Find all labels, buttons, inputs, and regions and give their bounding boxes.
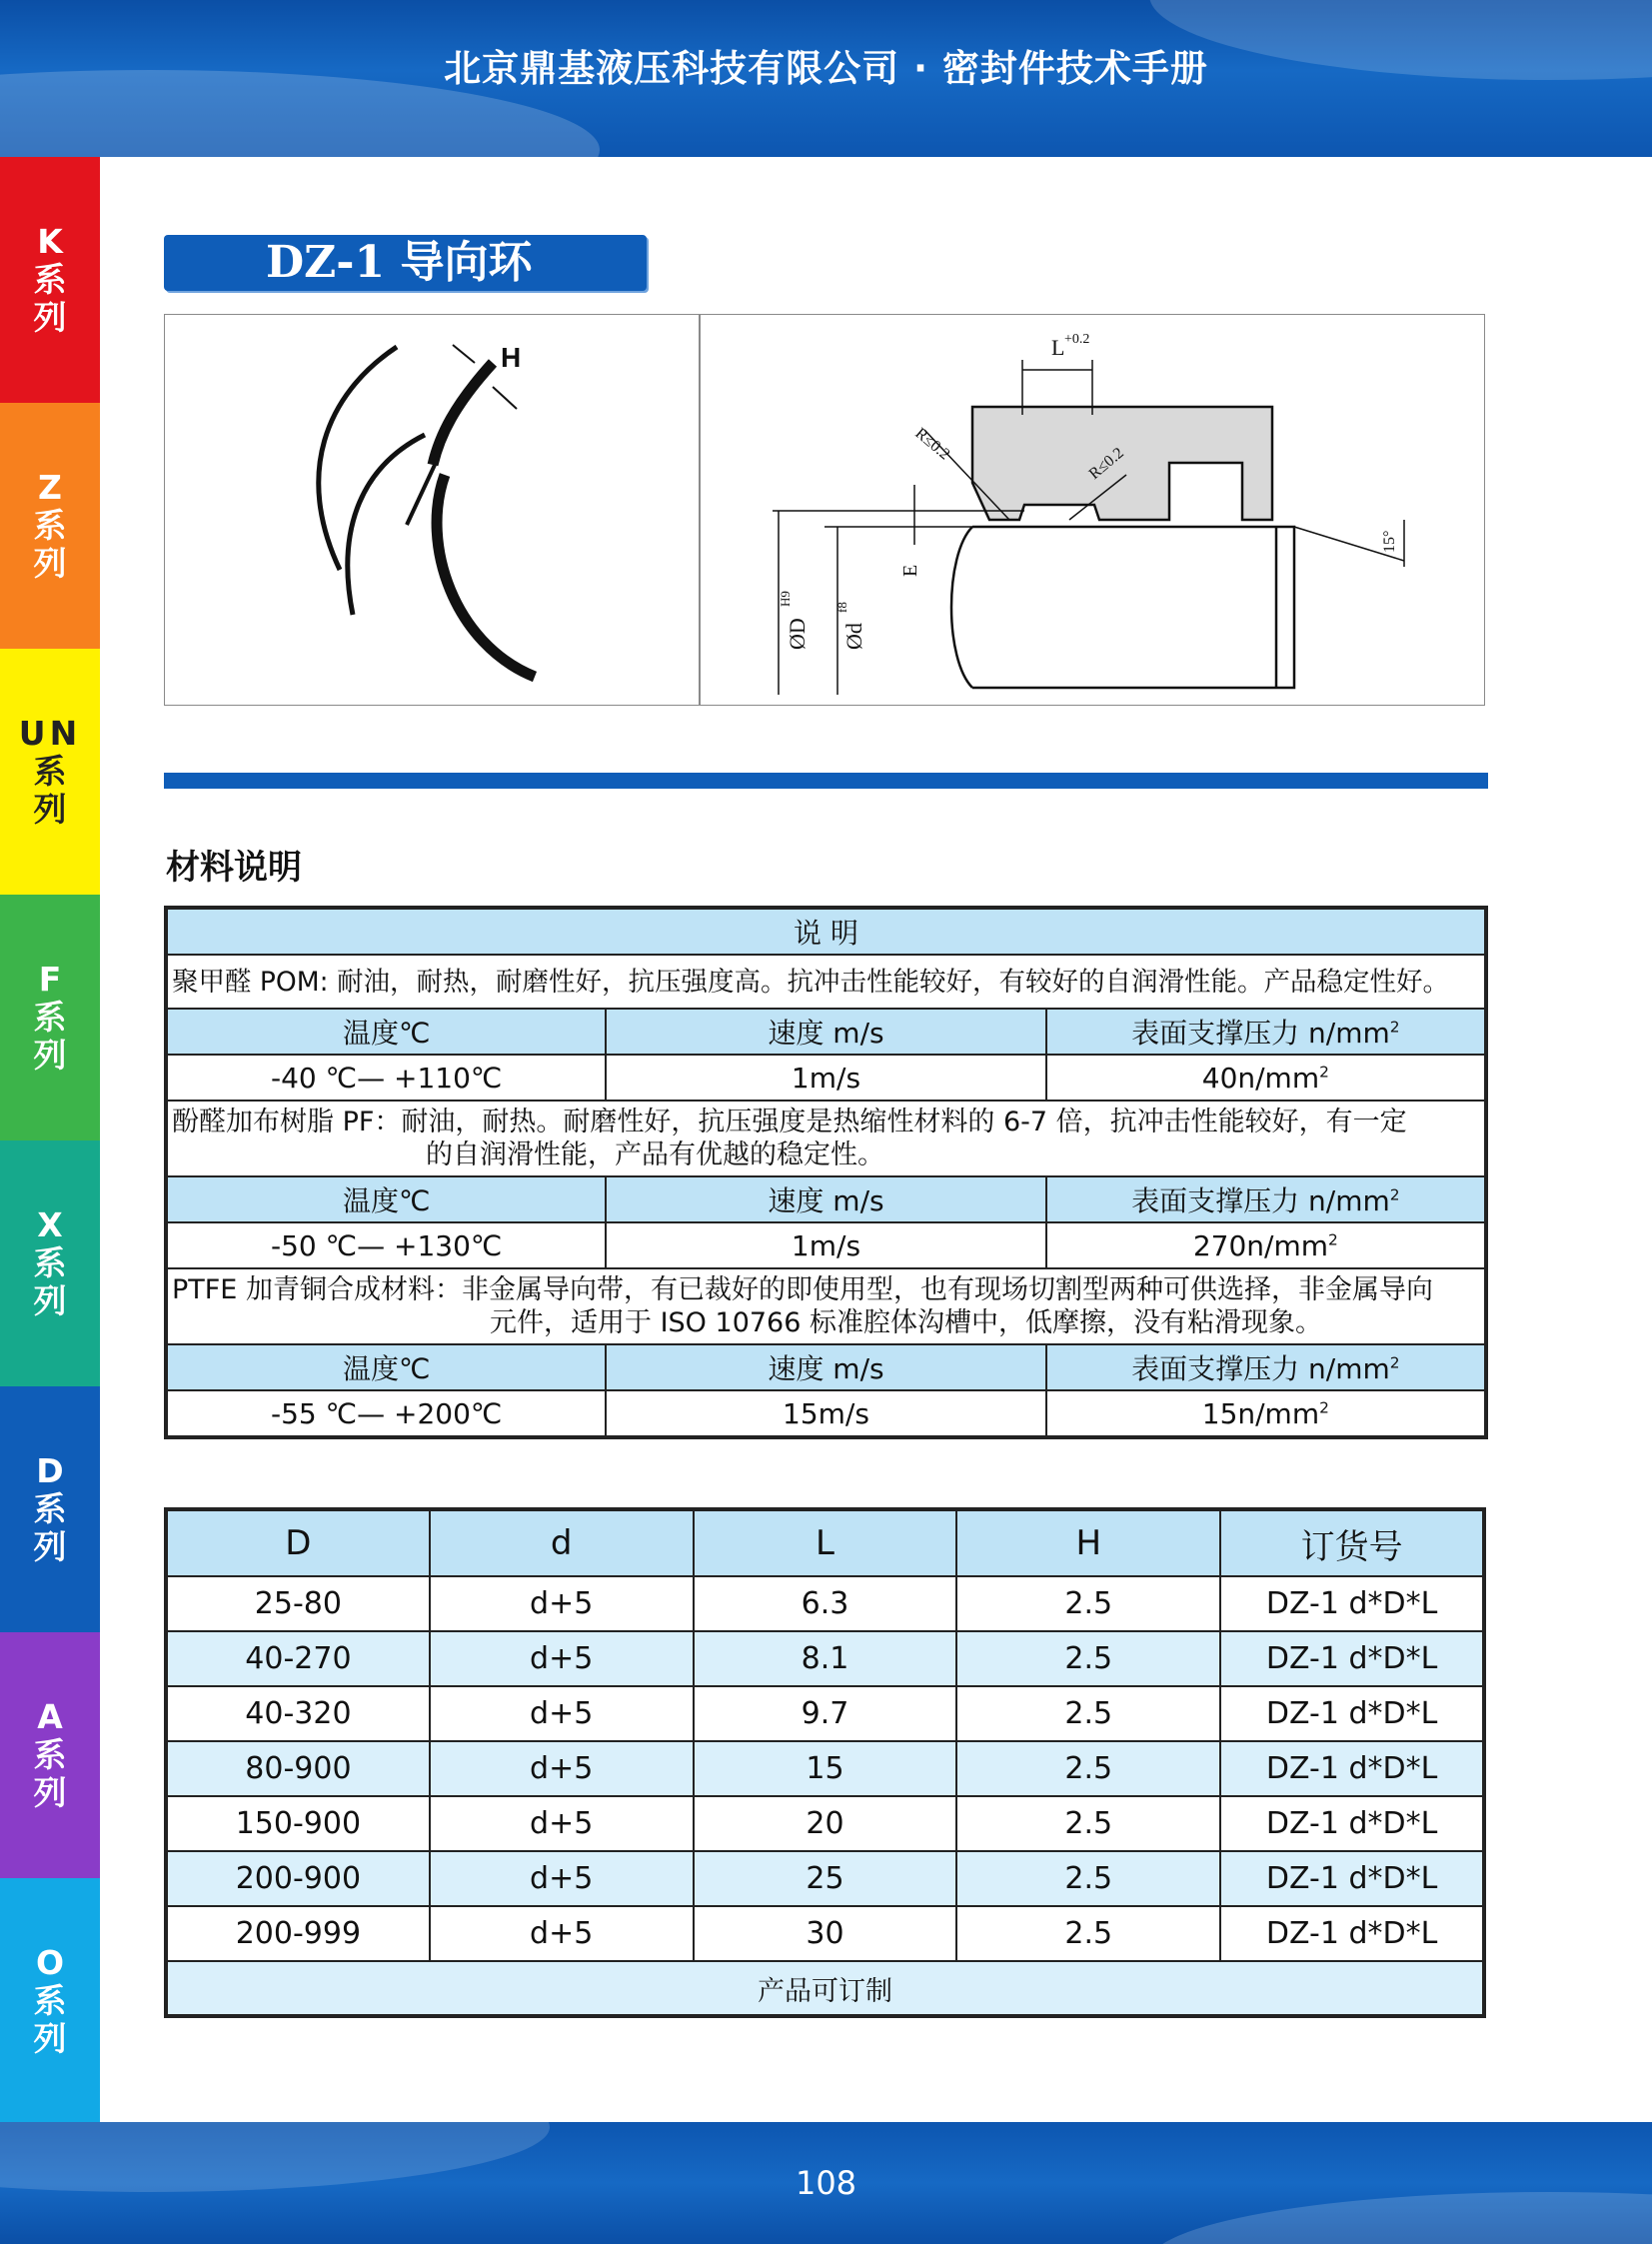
cell-H: 2.5 [956,1796,1220,1851]
cell-D: 200-900 [166,1851,430,1906]
cell-L: 25 [694,1851,957,1906]
technical-drawing [164,314,1485,706]
col-pressure-label: 表面支撑压力 n/mm [1131,1017,1390,1050]
cell-order-no: DZ-1 d*D*L [1220,1906,1484,1961]
side-tab-label: 列 [33,1527,67,1566]
col-pressure [1046,1344,1486,1390]
side-tab-d-series[interactable] [0,1386,100,1632]
material-description [166,1268,1486,1344]
side-tabs [0,157,100,2122]
housing-block [972,407,1272,520]
label-l-tol: +0.2 [1064,332,1090,347]
side-tab-label: 列 [33,544,67,583]
label-l: L [1051,335,1065,360]
cell-d: d+5 [430,1576,694,1631]
label-d-inner-tol: f8 [834,602,849,613]
side-tab-k-series[interactable] [0,157,100,403]
side-tab-label: 系 [33,1981,67,2020]
table-row [166,1222,1486,1268]
cell-L: 6.3 [694,1576,957,1631]
table-row [166,1851,1484,1906]
cell-order-no: DZ-1 d*D*L [1220,1851,1484,1906]
label-d-outer-tol: H9 [778,591,793,607]
cell-d: d+5 [430,1796,694,1851]
header-band [0,0,1652,157]
description-line: 酚醛加布树脂 PF：耐油，耐热。耐磨性好，抗压强度是热缩性材料的 6-7 倍，抗冲击性能较好，有一定 [172,1107,1407,1137]
cell-H: 2.5 [956,1686,1220,1741]
table-row [166,1631,1484,1686]
side-tab-a-series[interactable] [0,1632,100,1878]
material-description [166,1101,1486,1176]
superscript: 2 [1389,1018,1400,1037]
label-r-left: R≤0.2 [911,425,953,464]
side-tab-un-series[interactable] [0,649,100,895]
table-row [166,1055,1486,1101]
side-tab-label: 列 [33,2019,67,2058]
col-pressure-label: 表面支撑压力 n/mm [1131,1352,1390,1385]
description-line: 聚甲醛 POM: 耐油，耐热，耐磨性好，抗压强度高。抗冲击性能较好，有较好的自润滑性能。产品稳定性好。 [172,966,1449,998]
side-tab-x-series[interactable] [0,1140,100,1386]
label-angle: 15° [1381,530,1398,553]
ring-arc-outer-bottom [348,435,425,615]
side-tab-label: 系 [33,998,67,1037]
side-tab-z-series[interactable] [0,403,100,649]
superscript: 2 [1389,1185,1400,1204]
cell-order-no: DZ-1 d*D*L [1220,1576,1484,1631]
superscript: 2 [1319,1398,1329,1417]
superscript: 2 [1328,1230,1338,1249]
col-temp: 温度℃ [166,1344,606,1390]
col-pressure [1046,1176,1486,1222]
side-tab-label: 列 [33,1773,67,1812]
cell-d: d+5 [430,1906,694,1961]
col-speed: 速度 m/s [606,1009,1045,1055]
rod-end-curve [951,527,972,688]
temp-value: -50 ℃— +130℃ [166,1222,606,1268]
col-speed: 速度 m/s [606,1176,1045,1222]
side-tab-code: UN [18,714,82,753]
table-row [166,1268,1486,1344]
cell-L: 15 [694,1741,957,1796]
side-tab-label: 系 [33,1735,67,1774]
side-tab-label: 列 [33,298,67,337]
col-pressure-label: 表面支撑压力 n/mm [1131,1184,1390,1217]
cell-D: 25-80 [166,1576,430,1631]
table-row [166,1390,1486,1437]
side-tab-code: O [35,1943,65,1982]
cell-H: 2.5 [956,1851,1220,1906]
pressure-value [1046,1390,1486,1437]
table-row [166,1906,1484,1961]
rod-body [972,527,1294,688]
drawing-svg [165,315,1486,707]
table-row [166,1344,1486,1390]
cell-order-no: DZ-1 d*D*L [1220,1796,1484,1851]
col-pressure [1046,1009,1486,1055]
materials-table [164,906,1488,1439]
table-row [166,1101,1486,1176]
side-tab-label: 系 [33,1489,67,1528]
table-header-row [166,1509,1484,1576]
ring-cut-line [407,465,435,525]
pressure-value-text: 15n/mm [1201,1396,1320,1430]
material-description [166,955,1486,1009]
side-tab-code: F [38,960,62,999]
label-d-outer: ØD [785,618,810,650]
side-tab-label: 列 [33,1036,67,1075]
temp-value: -55 ℃— +200℃ [166,1390,606,1437]
cell-H: 2.5 [956,1631,1220,1686]
cell-L: 8.1 [694,1631,957,1686]
table-row [166,1686,1484,1741]
ring-band-top [433,363,493,465]
header-title: 北京鼎基液压科技有限公司 · 密封件技术手册 [444,47,1208,90]
pressure-value [1046,1055,1486,1101]
table-row [166,1576,1484,1631]
cell-H: 2.5 [956,1741,1220,1796]
col-header-H: H [956,1509,1220,1576]
table-row [166,1741,1484,1796]
table-row [166,908,1486,955]
pressure-value [1046,1222,1486,1268]
cell-d: d+5 [430,1741,694,1796]
cell-D: 40-270 [166,1631,430,1686]
side-tab-f-series[interactable] [0,895,100,1140]
side-tab-label: 系 [33,752,67,791]
side-tab-code: K [37,222,63,261]
side-tab-o-series[interactable] [0,1878,100,2124]
side-tab-code: X [37,1205,63,1244]
ring-band-bottom [437,475,535,677]
cell-H: 2.5 [956,1576,1220,1631]
label-d-inner: Ød [841,623,866,650]
materials-header: 说 明 [166,908,1486,955]
label-h: H [501,342,522,373]
table-row [166,1796,1484,1851]
description-line: 的自润滑性能，产品有优越的稳定性。 [426,1139,884,1170]
cell-D: 150-900 [166,1796,430,1851]
cell-L: 9.7 [694,1686,957,1741]
col-header-d: d [430,1509,694,1576]
pressure-value-text: 40n/mm [1201,1061,1320,1095]
footer-band [0,2122,1652,2244]
table-row [166,955,1486,1009]
table-row [166,1176,1486,1222]
side-tab-label: 系 [33,1243,67,1282]
description-line: PTFE 加青铜合成材料：非金属导向带，有已裁好的即使用型，也有现场切割型两种可供选择，非金属导向 [172,1274,1433,1305]
superscript: 2 [1389,1353,1400,1372]
customizable-note: 产品可订制 [166,1961,1484,2016]
cell-d: d+5 [430,1851,694,1906]
speed-value: 15m/s [606,1390,1045,1437]
cell-H: 2.5 [956,1906,1220,1961]
col-temp: 温度℃ [166,1009,606,1055]
h-arrow-lower [493,387,517,409]
col-header-L: L [694,1509,957,1576]
temp-value: -40 ℃— +110℃ [166,1055,606,1101]
col-header-D: D [166,1509,430,1576]
side-tab-label: 系 [33,260,67,299]
table-footer-row [166,1961,1484,2016]
side-tab-label: 列 [33,1281,67,1320]
col-speed: 速度 m/s [606,1344,1045,1390]
cell-D: 80-900 [166,1741,430,1796]
cell-D: 200-999 [166,1906,430,1961]
side-tab-code: Z [38,468,62,507]
cell-order-no: DZ-1 d*D*L [1220,1631,1484,1686]
speed-value: 1m/s [606,1055,1045,1101]
page-number: 108 [795,2164,857,2202]
label-r-right: R≤0.2 [1085,444,1127,484]
pressure-value-text: 270n/mm [1192,1228,1329,1262]
cell-d: d+5 [430,1686,694,1741]
table-row [166,1009,1486,1055]
side-tab-code: D [36,1451,64,1490]
h-arrow-upper [453,345,475,363]
cell-L: 20 [694,1796,957,1851]
side-tab-label: 系 [33,506,67,545]
speed-value: 1m/s [606,1222,1045,1268]
cell-L: 30 [694,1906,957,1961]
section-divider [164,773,1488,789]
col-temp: 温度℃ [166,1176,606,1222]
cell-order-no: DZ-1 d*D*L [1220,1741,1484,1796]
cell-order-no: DZ-1 d*D*L [1220,1686,1484,1741]
side-tab-code: A [37,1697,63,1736]
superscript: 2 [1319,1063,1329,1082]
description-line: 元件，适用于 ISO 10766 标准腔体沟槽中，低摩擦，没有粘滑现象。 [490,1307,1322,1338]
ring-arc-outer-top [319,347,397,570]
col-header-order-no: 订货号 [1220,1509,1484,1576]
materials-section-title: 材料说明 [166,848,302,888]
dimensions-table [164,1507,1486,2018]
cell-d: d+5 [430,1631,694,1686]
label-e: E [899,564,921,577]
side-tab-label: 列 [33,790,67,829]
cell-D: 40-320 [166,1686,430,1741]
product-title: DZ-1 导向环 [164,235,647,291]
